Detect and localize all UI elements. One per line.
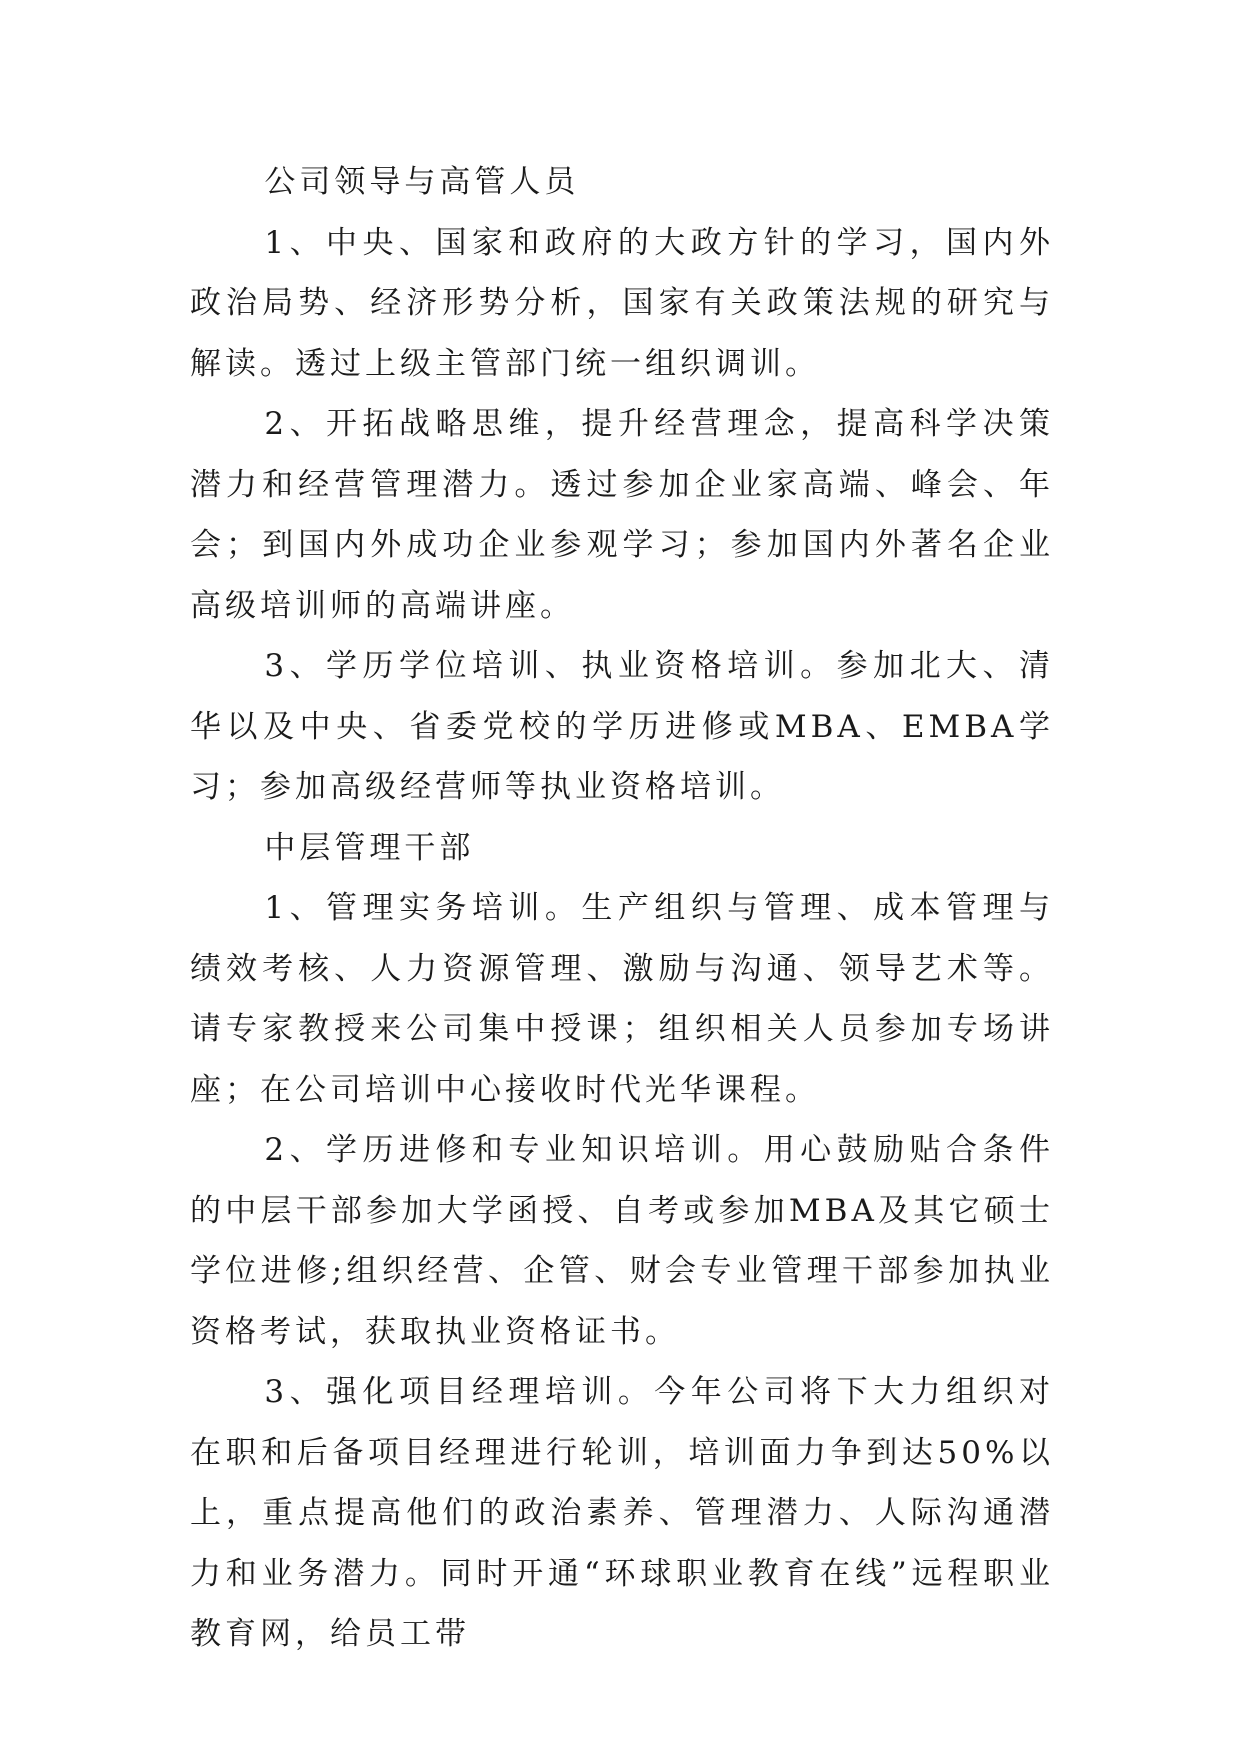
paragraph: 1、中央、国家和政府的大政方针的学习，国内外政治局势、经济形势分析，国家有关政策法规的研究与解读。透过上级主管部门统一组织调训。 [190, 224, 1054, 382]
section-heading-executives: 公司领导与高管人员 [264, 164, 580, 200]
paragraph: 3、强化项目经理培训。今年公司将下大力组织对在职和后备项目经理进行轮训，培训面力争到达50%以上，重点提高他们的政治素养、管理潜力、人际沟通潜力和业务潜力。同时开通“环球职业教育在线”远程职业教育网，给员工带 [190, 1374, 1054, 1652]
document-body [190, 152, 1054, 1665]
paragraph: 3、学历学位培训、执业资格培训。参加北大、清华以及中央、省委党校的学历进修或MBA、EMBA学习；参加高级经营师等执业资格培训。 [190, 648, 1054, 805]
paragraph: 1、管理实务培训。生产组织与管理、成本管理与绩效考核、人力资源管理、激励与沟通、领导艺术等。请专家教授来公司集中授课；组织相关人员参加专场讲座；在公司培训中心接收时代光华课程。 [190, 890, 1054, 1108]
section-heading-middle-management: 中层管理干部 [264, 829, 475, 866]
paragraph: 2、开拓战略思维，提升经营理念，提高科学决策潜力和经营管理潜力。透过参加企业家高端、峰会、年会；到国内外成功企业参观学习；参加国内外著名企业高级培训师的高端讲座。 [190, 406, 1054, 624]
paragraph: 2、学历进修和专业知识培训。用心鼓励贴合条件的中层干部参加大学函授、自考或参加MBA及其它硕士学位进修;组织经营、企管、财会专业管理干部参加执业资格考试，获取执业资格证书。 [190, 1132, 1054, 1350]
